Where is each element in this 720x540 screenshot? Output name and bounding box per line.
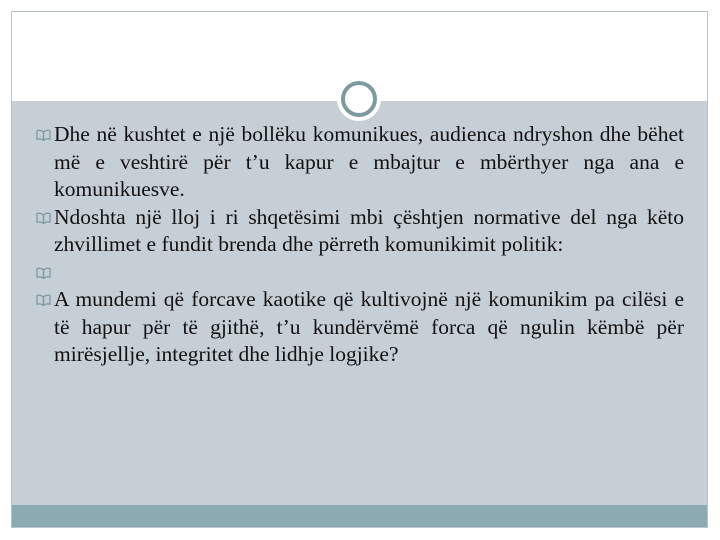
open-book-icon xyxy=(36,259,54,287)
bullet-item-empty xyxy=(36,259,684,287)
bullet-text: Dhe në kushtet e një bollëku komunikues, audienca ndryshon dhe bëhet më e veshtirë për t’u kapur e mbajtur e mbërthyer nga ana e komunikuesve. xyxy=(54,122,684,201)
footer-bar xyxy=(12,505,707,527)
bullet-item xyxy=(36,121,684,204)
open-book-icon xyxy=(36,286,54,314)
bullet-text: Ndoshta një lloj i ri shqetësimi mbi çështjen normative del nga këto zhvillimet e fundit brenda dhe përreth komunikimit politik: xyxy=(54,204,684,256)
circle-ornament-icon xyxy=(337,77,381,121)
bullet-item xyxy=(36,286,684,369)
ring-icon xyxy=(341,81,377,117)
bullet-item xyxy=(36,204,684,259)
open-book-icon xyxy=(36,204,54,232)
slide-body xyxy=(36,121,684,369)
open-book-icon xyxy=(36,121,54,149)
bullet-text: A mundemi që forcave kaotike që kultivojnë një komunikim pa cilësi e të hapur për të gjithë, t’u kundërvëmë forca që ngulin këmbë për mirësjellje, integritet dhe lidhje logjike? xyxy=(54,287,684,366)
